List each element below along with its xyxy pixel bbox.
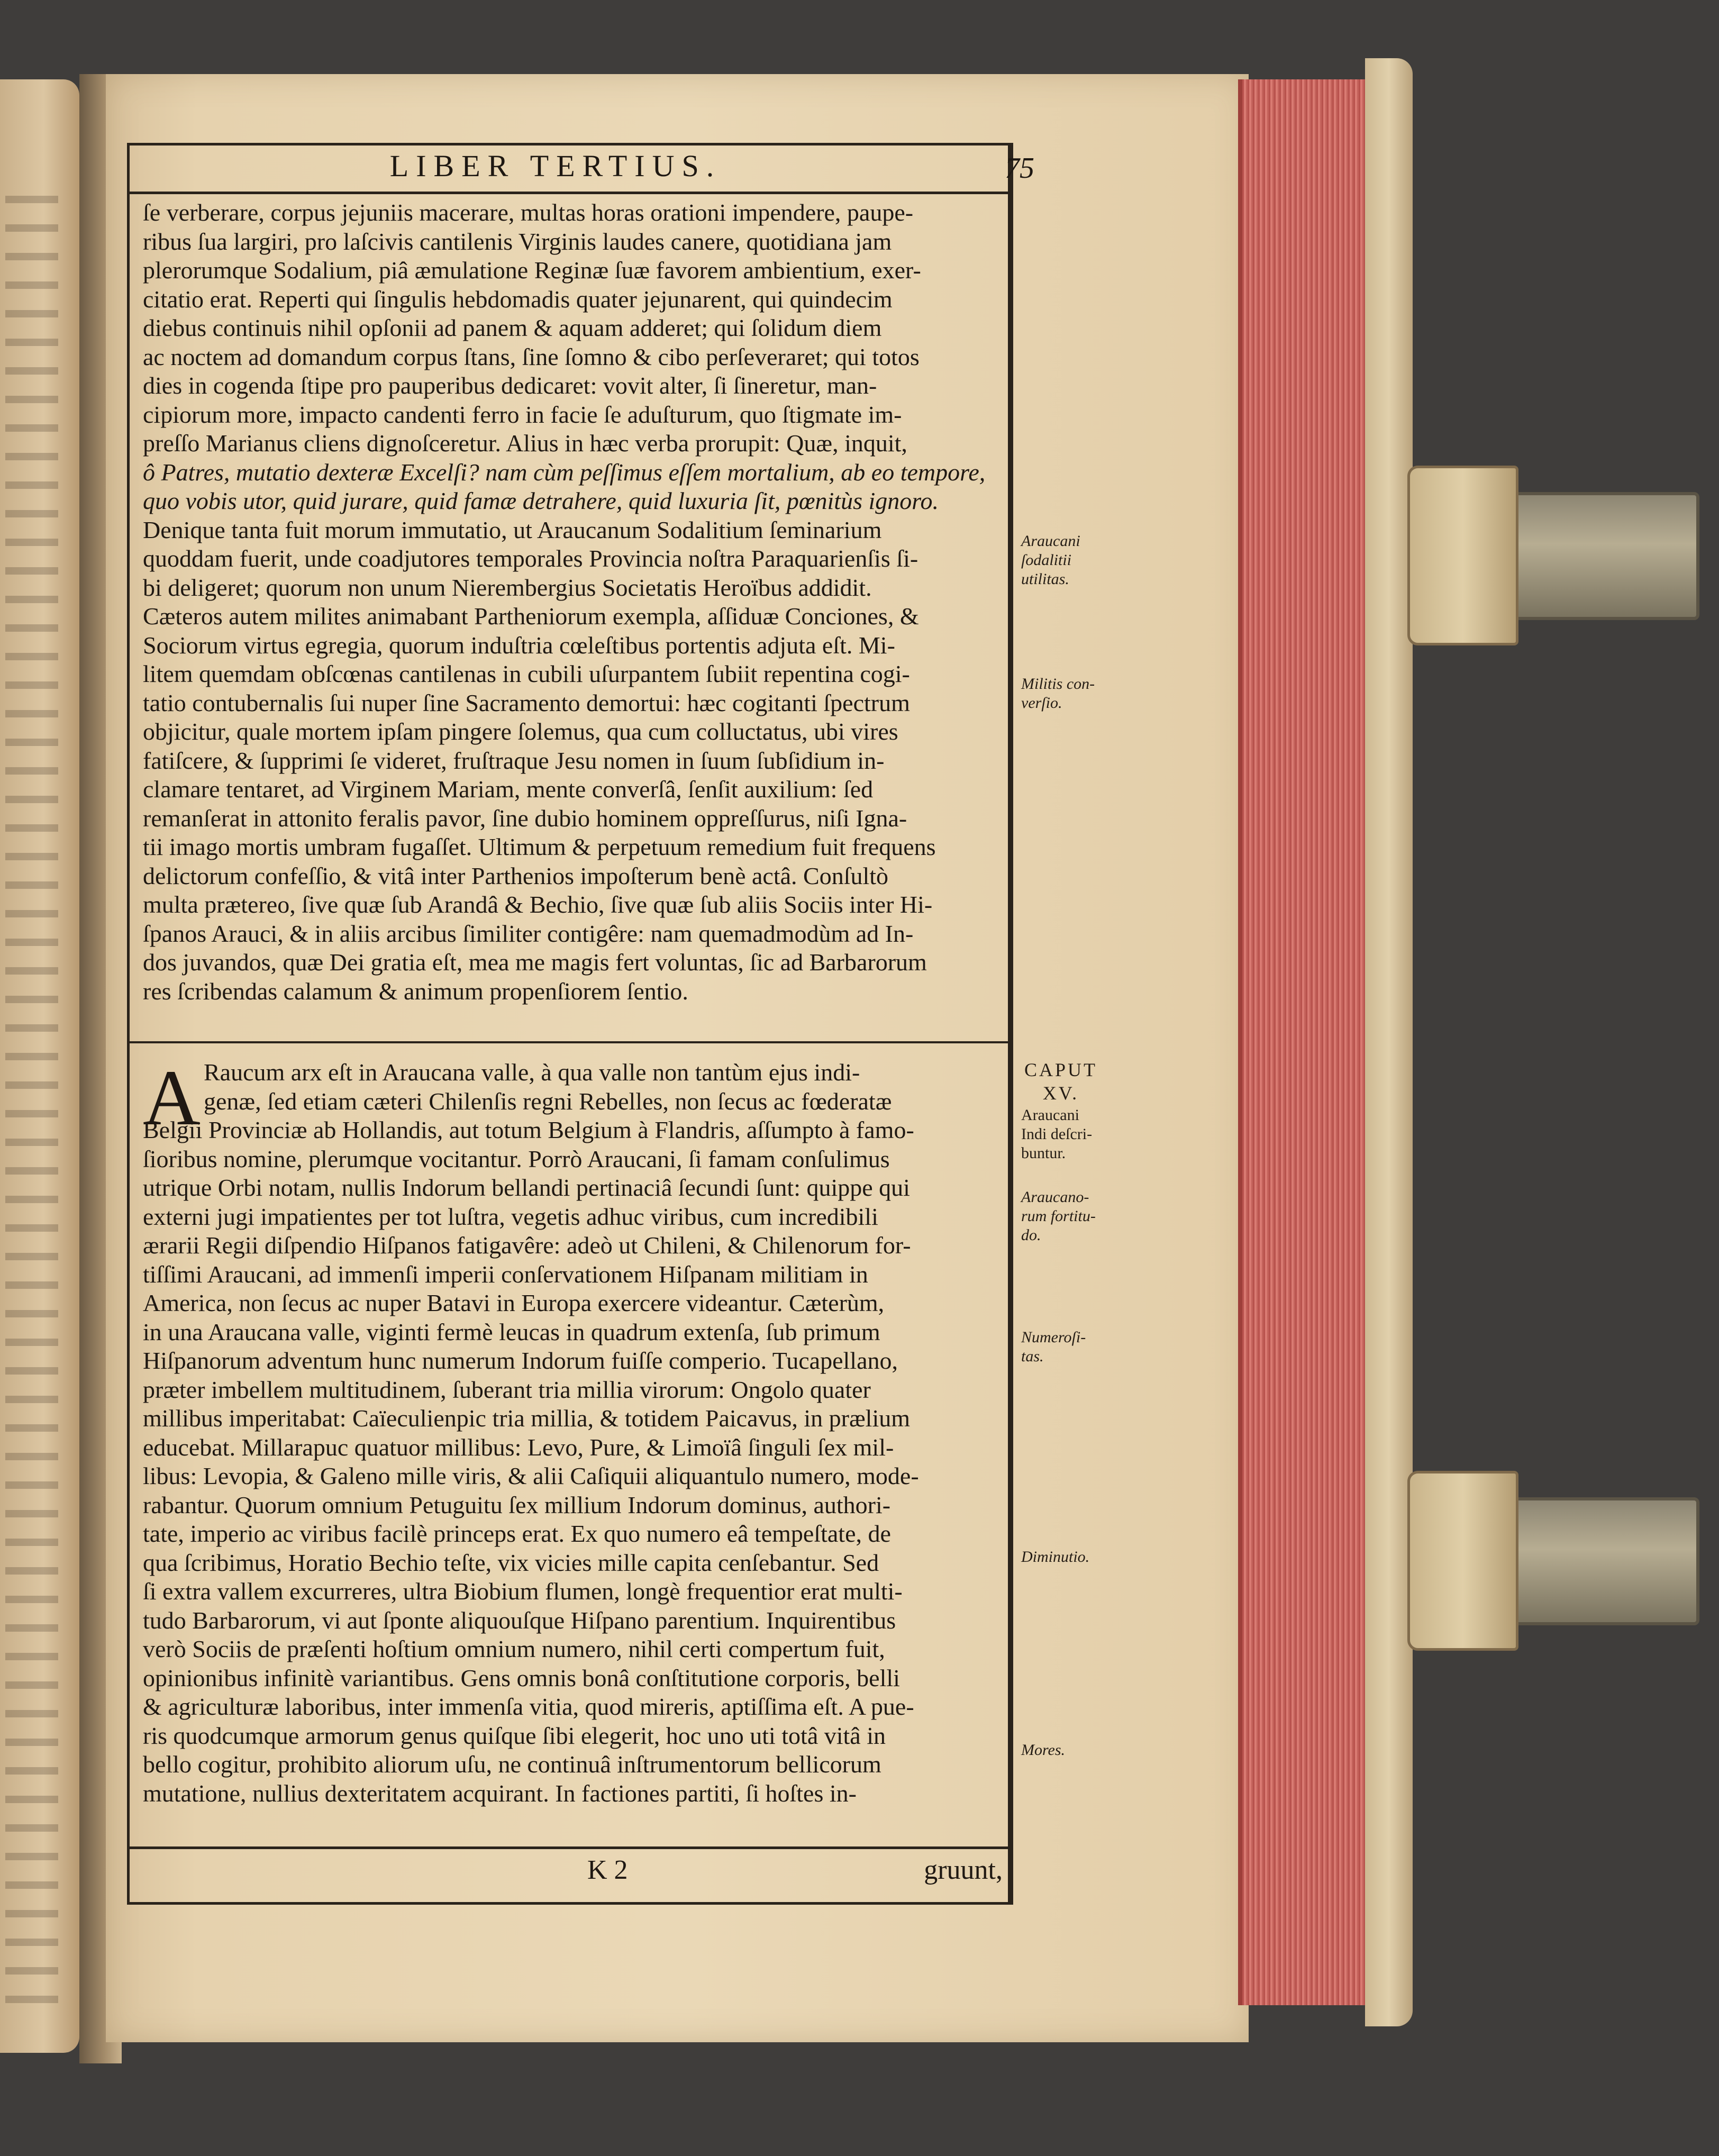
text-line: qua ſcribimus, Horatio Bechio teſte, vix vicies mille capita cenſebantur. Sed	[143, 1549, 879, 1576]
text-line-italic: quo vobis utor, quid jurare, quid famæ detrahere, quid luxuria ſit, pœnitùs ignoro.	[143, 487, 939, 514]
text-line: & agriculturæ laboribus, inter immenſa vitia, quod mireris, aptiſſima eſt. A pue-	[143, 1693, 914, 1720]
text-line: ſioribus nomine, plerumque vocitantur. Porrò Araucani, ſi famam conſulimus	[143, 1145, 890, 1172]
page-header	[127, 148, 1034, 190]
text-line: cipiorum more, impacto candenti ferro in facie ſe aduſturum, quo ſtigmate im-	[143, 401, 902, 428]
margin-note-militis: Militis con-verſio.	[1021, 675, 1095, 712]
chapter-break-rule	[127, 1041, 1013, 1043]
text-line: Hiſpanorum adventum hunc numerum Indorum fuiſſe comperio. Tucapellano,	[143, 1347, 898, 1374]
margin-note-sodalitii: Araucani ſodalitii utilitas.	[1021, 532, 1080, 588]
text-line: Cæteros autem milites animabant Partheniorum exempla, aſſiduæ Conciones, &	[143, 603, 919, 630]
text-line: externi jugi impatientes per tot luſtra, vegetis adhuc viribus, cum incredibili	[143, 1203, 878, 1230]
margin-rule	[1008, 143, 1011, 1905]
text-line: ribus ſua largiri, pro laſcivis cantilenis Virginis laudes canere, quotidiana jam	[143, 228, 892, 255]
text-line: ſpanos Arauci, & in aliis arcibus ſimiliter contigêre: nam quemadmodùm ad In-	[143, 920, 914, 947]
running-title: LIBER TERTIUS.	[389, 149, 722, 183]
text-line: Raucum arx eſt in Araucana valle, à qua valle non tantùm ejus indi-	[204, 1059, 860, 1086]
text-line: clamare tentaret, ad Virginem Mariam, mente converſâ, ſenſit auxilium: ſed	[143, 776, 874, 803]
text-line: educebat. Millarapuc quatuor millibus: Levo, Pure, & Limoïâ ſinguli ſex mil-	[143, 1433, 894, 1461]
text-line: fatiſcere, & ſupprimi ſe videret, fruſtraque Jesu nomen in ſuum ſubſidium in-	[143, 747, 885, 774]
text-line: dies in cogenda ſtipe pro pauperibus dedicaret: vovit alter, ſi ſineretur, man-	[143, 372, 877, 399]
text-line: delictorum confeſſio, & vitâ inter Parthenios impoſterum benè actâ. Conſultò	[143, 862, 889, 889]
text-line: ſi extra vallem excurreres, ultra Biobium flumen, longè frequentior erat multi-	[143, 1578, 903, 1605]
text-line-italic: ô Patres, mutatio dexteræ Excelſi? nam cùm peſſimus eſſem mortalium, ab eo tempore,	[143, 458, 986, 486]
margin-note-fortitudo: Araucano-rum fortitu-do.	[1021, 1188, 1096, 1244]
upper-clasp-plate	[1407, 466, 1518, 645]
margin-note-caput-summary: Araucani Indi deſcri-buntur.	[1021, 1106, 1093, 1162]
text-line: remanſerat in attonito feralis pavor, ſine dubio hominem oppreſſurus, niſi Igna-	[143, 804, 907, 832]
text-line: preſſo Marianus cliens dignoſceretur. Alius in hæc verba prorupit: Quæ, inquit,	[143, 430, 907, 457]
text-line: citatio erat. Reperti qui ſingulis hebdomadis quater jejunarent, qui quindecim	[143, 285, 893, 313]
left-page	[0, 79, 79, 2053]
text-line: præter imbellem multitudinem, ſuberant tria millia virorum: Ongolo quater	[143, 1376, 871, 1403]
text-line: tatio contubernalis ſui nuper ſine Sacramento demortui: hæc cogitanti ſpectrum	[143, 689, 910, 716]
text-line: ac noctem ad domandum corpus ſtans, ſine ſomno & cibo perſeveraret; qui totos	[143, 343, 920, 370]
text-line: bello cogitur, prohibito aliorum uſu, ne continuâ inſtrumentorum bellicorum	[143, 1751, 881, 1778]
text-line: libus: Levopia, & Galeno mille viris, & alii Caſiquii aliquantulo numero, mode-	[143, 1462, 919, 1489]
text-line: tiſſimi Araucani, ad immenſi imperii conſervationem Hiſpanam militiam in	[143, 1260, 868, 1288]
text-line: mutatione, nullius dexteritatem acquirant. In factiones partiti, ſi hoſtes in-	[143, 1779, 857, 1807]
signature-mark: K 2	[587, 1855, 628, 1885]
margin-note-mores: Mores.	[1021, 1741, 1066, 1759]
text-line: Sociorum virtus egregia, quorum induſtria cœleſtibus portentis adjuta eſt. Mi-	[143, 631, 895, 659]
page-footer	[127, 1854, 1013, 1891]
text-line: res ſcribendas calamum & animum propenſiorem ſentio.	[143, 977, 688, 1005]
text-line: quoddam fuerit, unde coadjutores temporales Provincia noſtra Paraquarienſis ſi-	[143, 545, 918, 572]
margin-note-numerositas: Numeroſi-tas.	[1021, 1329, 1086, 1365]
margin-note-diminutio: Diminutio.	[1021, 1548, 1090, 1566]
text-line: tii imago mortis umbram fugaſſet. Ultimum & perpetuum remedium fuit frequens	[143, 833, 936, 860]
text-line: tate, imperio ac viribus facilè princeps erat. Ex quo numero eâ tempeſtate, de	[143, 1520, 891, 1547]
text-line: ærarii Regii diſpendio Hiſpanos fatigavêre: adeò ut Chileni, & Chilenorum for-	[143, 1232, 911, 1259]
text-line: genæ, ſed etiam cæteri Chilenſis regni Rebelles, non ſecus ac fœderatæ	[204, 1087, 892, 1115]
header-rule	[127, 192, 1013, 194]
text-line: multa prætereo, ſive quæ ſub Arandâ & Bechio, ſive quæ ſub aliis Sociis inter Hi-	[143, 891, 933, 918]
text-line: bi deligeret; quorum non unum Nierembergius Societatis Heroïbus addidit.	[143, 574, 872, 601]
drop-cap: A	[143, 1054, 201, 1142]
text-line: opinionibus infinitè variantibus. Gens omnis bonâ conſtitutione corporis, belli	[143, 1664, 900, 1691]
text-line: objicitur, quale mortem ipſam pingere ſolemus, qua cum colluctatus, ubi vires	[143, 718, 898, 745]
text-line: Denique tanta fuit morum immutatio, ut Araucanum Sodalitium ſeminarium	[143, 516, 882, 543]
book-cover-edge	[1365, 58, 1413, 2026]
text-line: America, non ſecus ac nuper Batavi in Europa exercere videantur. Cæterùm,	[143, 1289, 885, 1316]
red-page-edges	[1238, 79, 1380, 2005]
left-page-text-edge	[5, 196, 58, 2021]
margin-note-caput: CAPUT XV.	[1024, 1059, 1098, 1104]
chapter-15-body	[143, 1054, 1005, 1808]
text-line: dos juvandos, quæ Dei gratia eſt, mea me magis fert voluntas, ſic ad Barbarorum	[143, 949, 927, 976]
text-line: verò Sociis de præſenti hoſtium omnium numero, nihil certi compertum fuit,	[143, 1635, 885, 1662]
section-1-text	[143, 198, 1005, 1006]
text-line: Belgii Provinciæ ab Hollandis, aut totum Belgium à Flandris, aſſumpto à famo-	[143, 1116, 914, 1143]
text-line: millibus imperitabat: Caïeculienpic tria millia, & totidem Paicavus, in prælium	[143, 1405, 911, 1432]
catchword: gruunt,	[924, 1855, 1003, 1885]
text-line: ſe verberare, corpus jejuniis macerare, multas horas orationi impendere, paupe-	[143, 199, 914, 226]
text-line: in una Araucana valle, viginti fermè leucas in quadrum extenſa, ſub primum	[143, 1318, 880, 1345]
bottom-rule	[127, 1846, 1013, 1849]
text-line: diebus continuis nihil opſonii ad panem & aquam adderet; qui ſolidum diem	[143, 314, 882, 341]
text-line: ris quodcumque armorum genus quiſque ſibi elegerit, hoc uno uti totâ vitâ in	[143, 1722, 886, 1749]
text-line: plerorumque Sodalium, piâ æmulatione Reginæ ſuæ favorem ambientium, exer-	[143, 257, 921, 284]
text-line: utrique Orbi notam, nullis Indorum bellandi pertinaciâ ſecundi ſunt: quippe qui	[143, 1174, 910, 1201]
page-number: 75	[1005, 152, 1034, 185]
text-line: rabantur. Quorum omnium Petuguitu ſex millium Indorum dominus, authori-	[143, 1491, 891, 1518]
text-line: tudo Barbarorum, vi aut ſponte aliquouſque Hiſpano parentium. Inquirentibus	[143, 1606, 896, 1634]
text-line: litem quemdam obſcœnas cantilenas in cubili uſurpantem ſubiit repentina cogi-	[143, 660, 910, 687]
lower-clasp-plate	[1407, 1471, 1518, 1651]
